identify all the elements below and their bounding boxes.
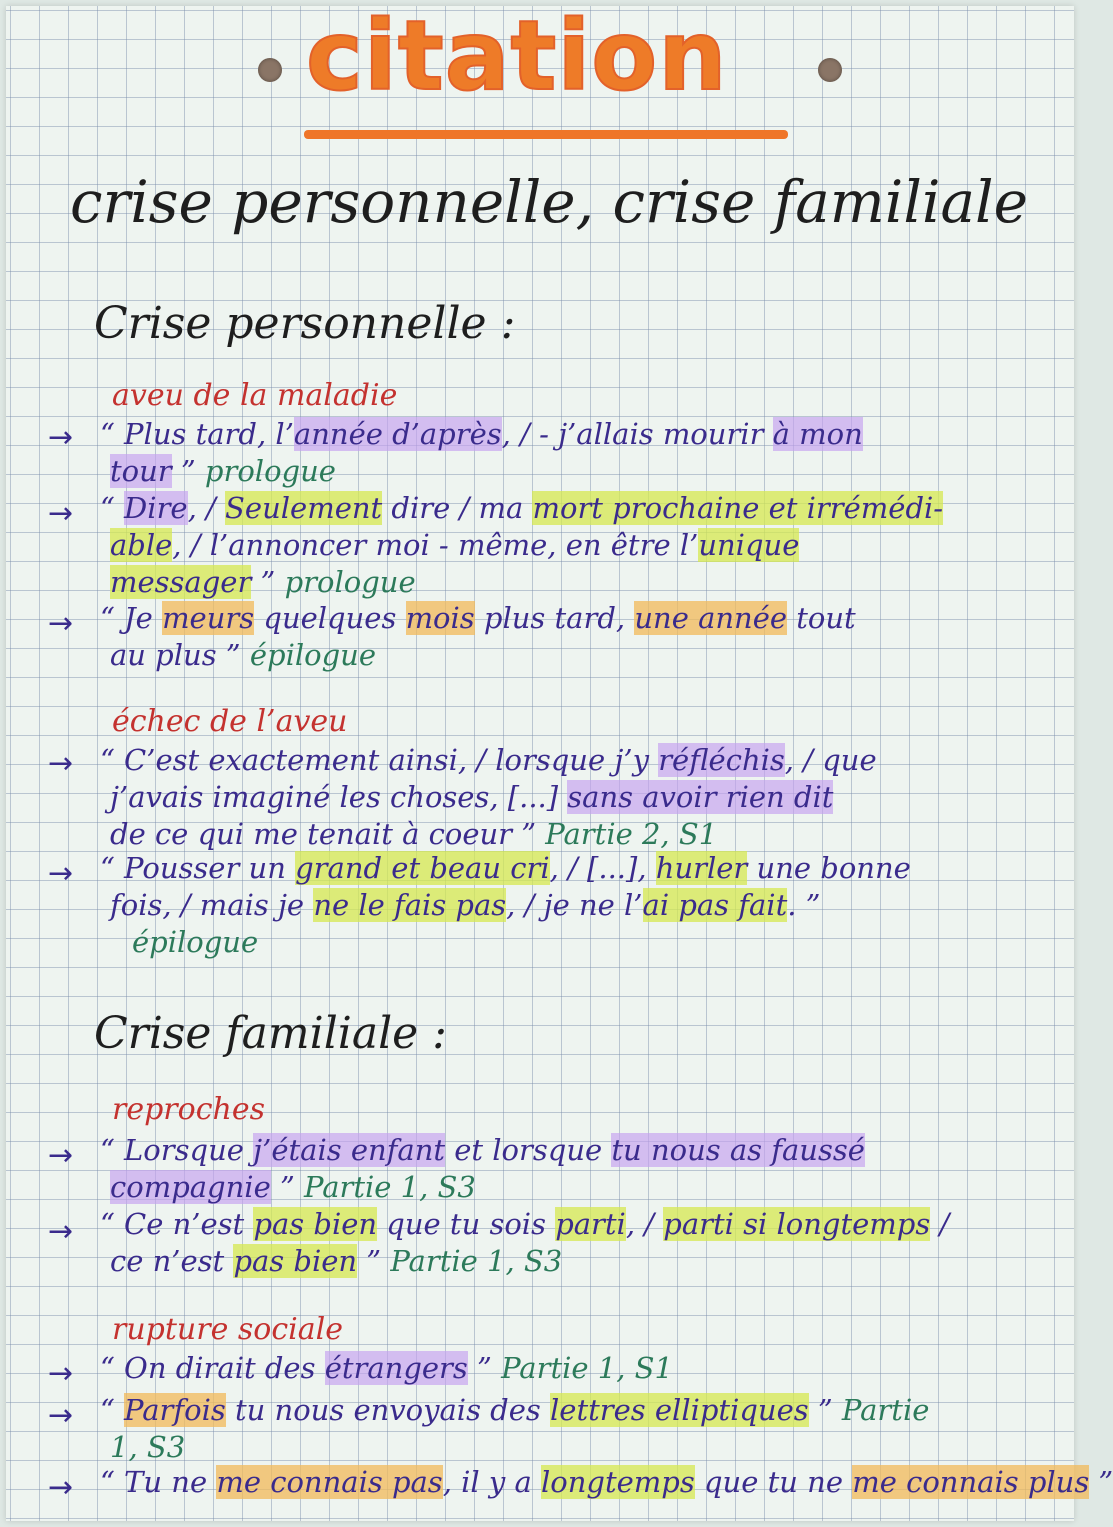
quote-source: prologue [284,565,416,599]
punch-hole-left [258,58,282,82]
quote-reproches-2: “ Ce n’est pas bien que tu sois parti, / parti si longtemps / ce n’est pas bien ” Partie 1, S3 [100,1207,950,1278]
quote-rupture-2: “ Parfois tu nous envoyais des lettres elliptiques ” Partie 1, S3 [100,1393,930,1464]
arrow-icon: → [48,1470,74,1505]
quote-source: épilogue [249,638,376,672]
arrow-icon: → [48,1214,74,1249]
quote-source: 1, S3 [110,1430,186,1464]
quote-source: Partie 1, S3 [304,1170,476,1204]
title-underline [304,130,788,139]
page-subtitle: crise personnelle, crise familiale [70,168,1028,236]
arrow-icon: → [48,1356,74,1391]
quote-source: Partie [841,1393,930,1427]
quote-aveu-1: “ Plus tard, l’année d’après, / - j’allais mourir à mon tour ” prologue [100,417,863,488]
quote-aveu-3: “ Je meurs quelques mois plus tard, une année tout au plus ” épilogue [100,601,856,672]
section-heading-personnelle: Crise personnelle : [94,298,516,349]
category-rupture-sociale: rupture sociale [112,1312,343,1347]
category-echec-aveu: échec de l’aveu [112,704,348,739]
arrow-icon: → [48,1138,74,1173]
arrow-icon: → [48,496,74,531]
arrow-icon: → [48,856,74,891]
quote-rupture-1: “ On dirait des étrangers ” Partie 1, S1 [100,1351,673,1385]
grid-paper [6,0,1113,1521]
arrow-icon: → [48,606,74,641]
quote-rupture-3: “ Tu ne me connais pas, il y a longtemps que tu ne me connais plus ” [100,1465,1113,1499]
quote-source: Partie 1, S1 [501,1351,673,1385]
quote-aveu-2: “ Dire, / Seulement dire / ma mort prochaine et irrémédi- able, / l’annoncer moi - même, en être l’unique messager ” prologue [100,491,944,599]
quote-reproches-1: “ Lorsque j’étais enfant et lorsque tu nous as faussé compagnie ” Partie 1, S3 [100,1133,865,1204]
category-reproches: reproches [112,1092,265,1127]
quote-source: Partie 2, S1 [545,817,718,851]
quote-source: Partie 1, S3 [390,1244,563,1278]
page-title: citation [306,0,728,112]
section-heading-familiale: Crise familiale : [94,1008,447,1059]
quote-source: prologue [204,454,336,488]
quote-source: épilogue [132,925,259,959]
quote-echec-2: “ Pousser un grand et beau cri, / [...], hurler une bonne fois, / mais je ne le fais pas, / je ne l’ai pas fait. ” épilogue [100,851,911,959]
category-aveu-maladie: aveu de la maladie [112,378,398,413]
arrow-icon: → [48,420,74,455]
quote-echec-1: “ C’est exactement ainsi, / lorsque j’y réfléchis, / que j’avais imaginé les choses, [...] sans avoir rien dit de ce qui me tenait à coeur ” Partie 2, S1 [100,743,877,851]
arrow-icon: → [48,746,74,781]
arrow-icon: → [48,1398,74,1433]
punch-hole-right [818,58,842,82]
